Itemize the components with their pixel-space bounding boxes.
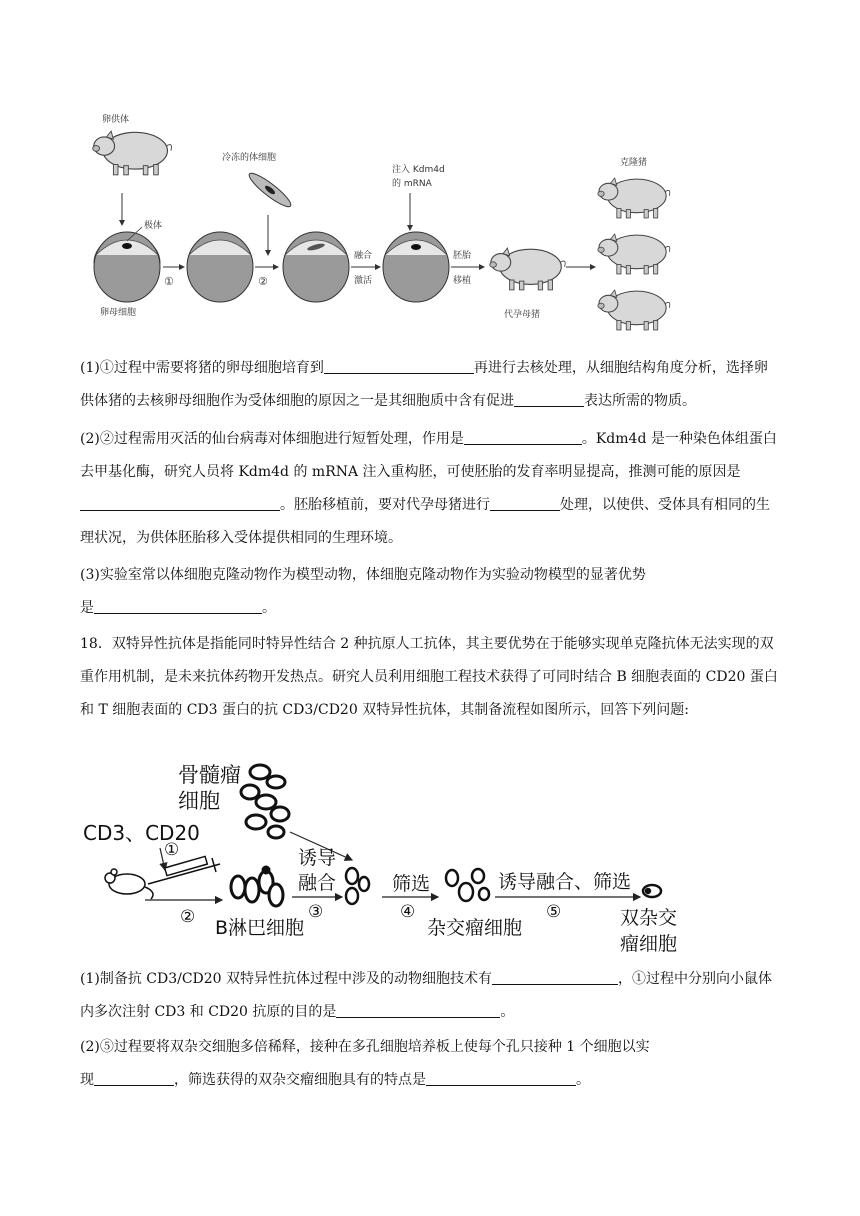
fused-cells-icon <box>346 868 369 904</box>
transfer-label-2: 移植 <box>453 276 472 286</box>
answer-blank[interactable] <box>490 496 560 511</box>
q18-part1-text-1: (1)制备抗 CD3/CD20 双特异性抗体过程中涉及的动物细胞技术有 <box>80 971 493 987</box>
answer-blank[interactable] <box>324 359 474 374</box>
q18-part2-text-2: 现 <box>80 1072 94 1088</box>
step1-label: ① <box>164 840 180 860</box>
egg-donor-label: 卵供体 <box>102 115 130 125</box>
answer-blank[interactable] <box>94 599 262 614</box>
transfer-label-1: 胚胎 <box>453 251 472 261</box>
dual-hybridoma-cell-icon <box>643 885 661 897</box>
hybridoma-cells-icon <box>446 869 489 901</box>
step5-label: ⑤ <box>546 902 562 922</box>
q17-part3 <box>80 559 780 625</box>
answer-blank[interactable] <box>94 1071 174 1086</box>
mouse-icon <box>105 869 153 899</box>
q18-intro: 18．双特异性抗体是指能同时特异性结合 2 种抗原人工抗体，其主要优势在于能够实现单克隆抗体无法实现的双重作用机制，是未来抗体药物开发热点。研究人员利用细胞工程技术获得了可同时结合 B 细胞表面的 CD20 蛋白和 T 细胞表面的 CD3 蛋白的抗 CD3/CD20 双特异性抗体，其制备流程如图所示，回答下列问题: <box>80 636 778 718</box>
answer-blank[interactable] <box>514 392 584 407</box>
injected-embryo <box>383 232 449 302</box>
q17-part2 <box>80 423 780 555</box>
induce-label-2: 融合 <box>298 872 337 894</box>
q18-part2-text-3: ，筛选获得的双杂交瘤细胞具有的特点是 <box>174 1072 426 1088</box>
cloned-pig-icon-2 <box>598 234 670 274</box>
surrogate-pig-icon <box>490 248 565 290</box>
frozen-cell-label: 冷冻的体细胞 <box>222 153 277 163</box>
fusion-label-2: 激活 <box>354 276 373 286</box>
oocyte-label: 卵母细胞 <box>100 308 137 318</box>
screen-label: 筛选 <box>392 873 431 895</box>
polar-body-label: 极体 <box>144 221 163 231</box>
q17-part1 <box>80 352 780 418</box>
myeloma-label-1: 骨髓瘤 <box>178 763 241 787</box>
hybridoma-label: 杂交瘤细胞 <box>427 917 523 939</box>
q17-part1-text-1: (1)①过程中需要将猪的卵母细胞培育到 <box>80 360 324 376</box>
q18-part2-text-1: (2)⑤过程要将双杂交细胞多倍稀释，接种在多孔细胞培养板上使每个孔只接种 1 个细胞以实 <box>80 1039 650 1055</box>
step3-label: ③ <box>308 902 324 922</box>
somatic-cell-icon <box>246 169 294 210</box>
answer-blank[interactable] <box>464 430 582 445</box>
inject-label-2: 的 mRNA <box>392 179 432 189</box>
q17-part2-text-3: 。胚胎移植前，要对代孕母猪进行 <box>280 497 490 513</box>
q18-part1-text-2: ，①过程中分别向小鼠体内多次注射 CD3 和 CD20 抗原的目的是 <box>80 971 773 1020</box>
antigens-label: CD3、CD20 <box>83 821 200 845</box>
q18-part2 <box>80 1031 780 1097</box>
induce-label-1: 诱导 <box>298 847 337 869</box>
q17-part3-text-1: (3)实验室常以体细胞克隆动物作为模型动物，体细胞克隆动物作为实验动物模型的显著优势 <box>80 567 646 583</box>
q17-part3-text-3: 。 <box>262 600 276 616</box>
b-cell-label: B淋巴细胞 <box>215 917 305 939</box>
reconstructed-embryo <box>283 232 349 302</box>
q18-part1 <box>80 963 780 1029</box>
answer-blank[interactable] <box>426 1071 576 1086</box>
answer-blank[interactable] <box>492 970 618 985</box>
answer-blank[interactable] <box>80 496 280 511</box>
step1-label: ① <box>164 275 174 288</box>
cloned-pig-label: 克隆猪 <box>620 158 648 168</box>
cloned-pig-icon-1 <box>598 178 670 218</box>
q18-part1-text-3: 。 <box>500 1004 515 1020</box>
step2-label: ② <box>180 907 196 927</box>
q17-part2-text-1: (2)②过程需用灭活的仙台病毒对体细胞进行短暂处理，作用是 <box>80 431 464 447</box>
cloning-diagram <box>80 105 800 345</box>
dual-label-1: 双杂交 <box>620 907 678 929</box>
antibody-flow-diagram <box>80 752 720 962</box>
dual-label-2: 瘤细胞 <box>620 933 678 955</box>
myeloma-cells-icon <box>241 765 289 838</box>
surrogate-label: 代孕母猪 <box>504 310 541 320</box>
q18-part2-text-4: 。 <box>576 1072 590 1088</box>
fusion-label-1: 融合 <box>354 251 373 261</box>
syringe-icon <box>148 856 220 884</box>
oocyte-cell <box>94 232 160 302</box>
answer-blank[interactable] <box>336 1003 500 1018</box>
q17-part3-text-2: 是 <box>80 600 94 616</box>
b-cells-icon <box>231 867 283 906</box>
q17-part2-text-4: 处理，以使供、受体具有相同的生理状况，为供体胚胎移入受体提供相同的生理环境。 <box>80 497 770 546</box>
cloned-pig-icon-3 <box>598 290 670 330</box>
step2-label: ② <box>258 275 268 288</box>
enucleated-oocyte <box>187 232 253 302</box>
myeloma-label-2: 细胞 <box>178 789 220 813</box>
q17-part1-text-2: 再进行去核处理，从细胞结构角度分析，选择卵供体猪的去核卵母细胞作为受体细胞的原因之一是其细胞质中含有促进 <box>80 360 768 409</box>
inject-label-1: 注入 Kdm4d <box>392 165 445 175</box>
q17-part2-text-2: 。Kdm4d 是一种染色体组蛋白去甲基化酶，研究人员将 Kdm4d 的 mRNA 注入重构胚，可使胚胎的发育率明显提高，推测可能的原因是 <box>80 431 777 480</box>
q17-part1-text-3: 表达所需的物质。 <box>584 393 696 409</box>
induce-screen-label: 诱导融合、筛选 <box>498 871 632 893</box>
egg-donor-pig-icon <box>93 131 172 175</box>
step4-label: ④ <box>400 902 416 922</box>
